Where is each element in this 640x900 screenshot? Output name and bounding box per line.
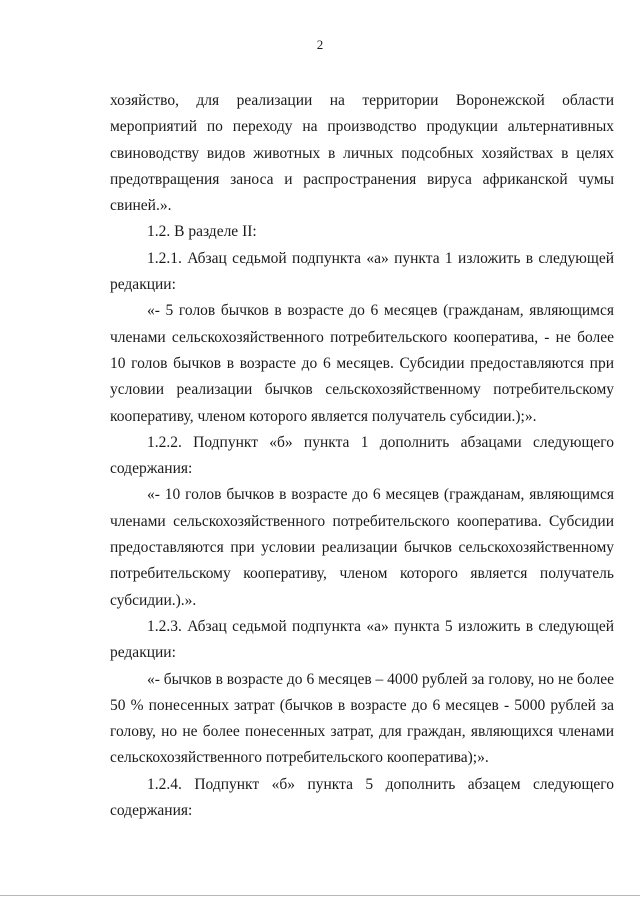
paragraph-1-2-2: 1.2.2. Подпункт «б» пункта 1 дополнить абзацами следующего содержания: bbox=[110, 433, 614, 478]
paragraph-1-2-3: 1.2.3. Абзац седьмой подпункта «а» пункта 5 изложить в следующей редакции: bbox=[110, 617, 614, 662]
scan-edge-divider bbox=[0, 895, 640, 896]
document-body bbox=[110, 88, 614, 824]
paragraph-continuation: хозяйство, для реализации на территории Воронежской области мероприятий по переходу на производство продукции альтернативных свиноводству видов животных в личных подсобных хозяйствах в целях предотвращения заноса и распространения вируса африканской чумы свиней.». bbox=[110, 92, 614, 215]
page-number: 2 bbox=[316, 37, 324, 52]
paragraph-1-2-4: 1.2.4. Подпункт «б» пункта 5 дополнить абзацем следующего содержания: bbox=[110, 775, 614, 820]
paragraph-quote-2: «- 10 голов бычков в возрасте до 6 месяцев (гражданам, являющимся членами сельскохозяйственного потребительского кооператива. Субсидии предоставляются при условии реализации бычков сельскохозяйственному потребительскому кооперативу, членом которого является получатель субсидии.).». bbox=[110, 486, 614, 609]
paragraph-quote-1: «- 5 голов бычков в возрасте до 6 месяцев (гражданам, являющимся членами сельскохозяйственного потребительского кооператива, - не более 10 голов бычков в возрасте до 6 месяцев. Субсидии предоставляются при условии реализации бычков сельскохозяйственному потребительскому кооперативу, членом которого является получатель субсидии.);». bbox=[110, 302, 614, 425]
paragraph-quote-3: «- бычков в возрасте до 6 месяцев – 4000 рублей за голову, но не более 50 % понесенных затрат (бычков в возрасте до 6 месяцев - 5000 рублей за голову, но не более понесенных затрат, для граждан, являющихся членами сельскохозяйственного потребительского кооператива);». bbox=[110, 670, 614, 767]
paragraph-section-heading: 1.2. В разделе II: bbox=[147, 223, 257, 241]
paragraph-1-2-1: 1.2.1. Абзац седьмой подпункта «а» пункта 1 изложить в следующей редакции: bbox=[110, 249, 614, 294]
